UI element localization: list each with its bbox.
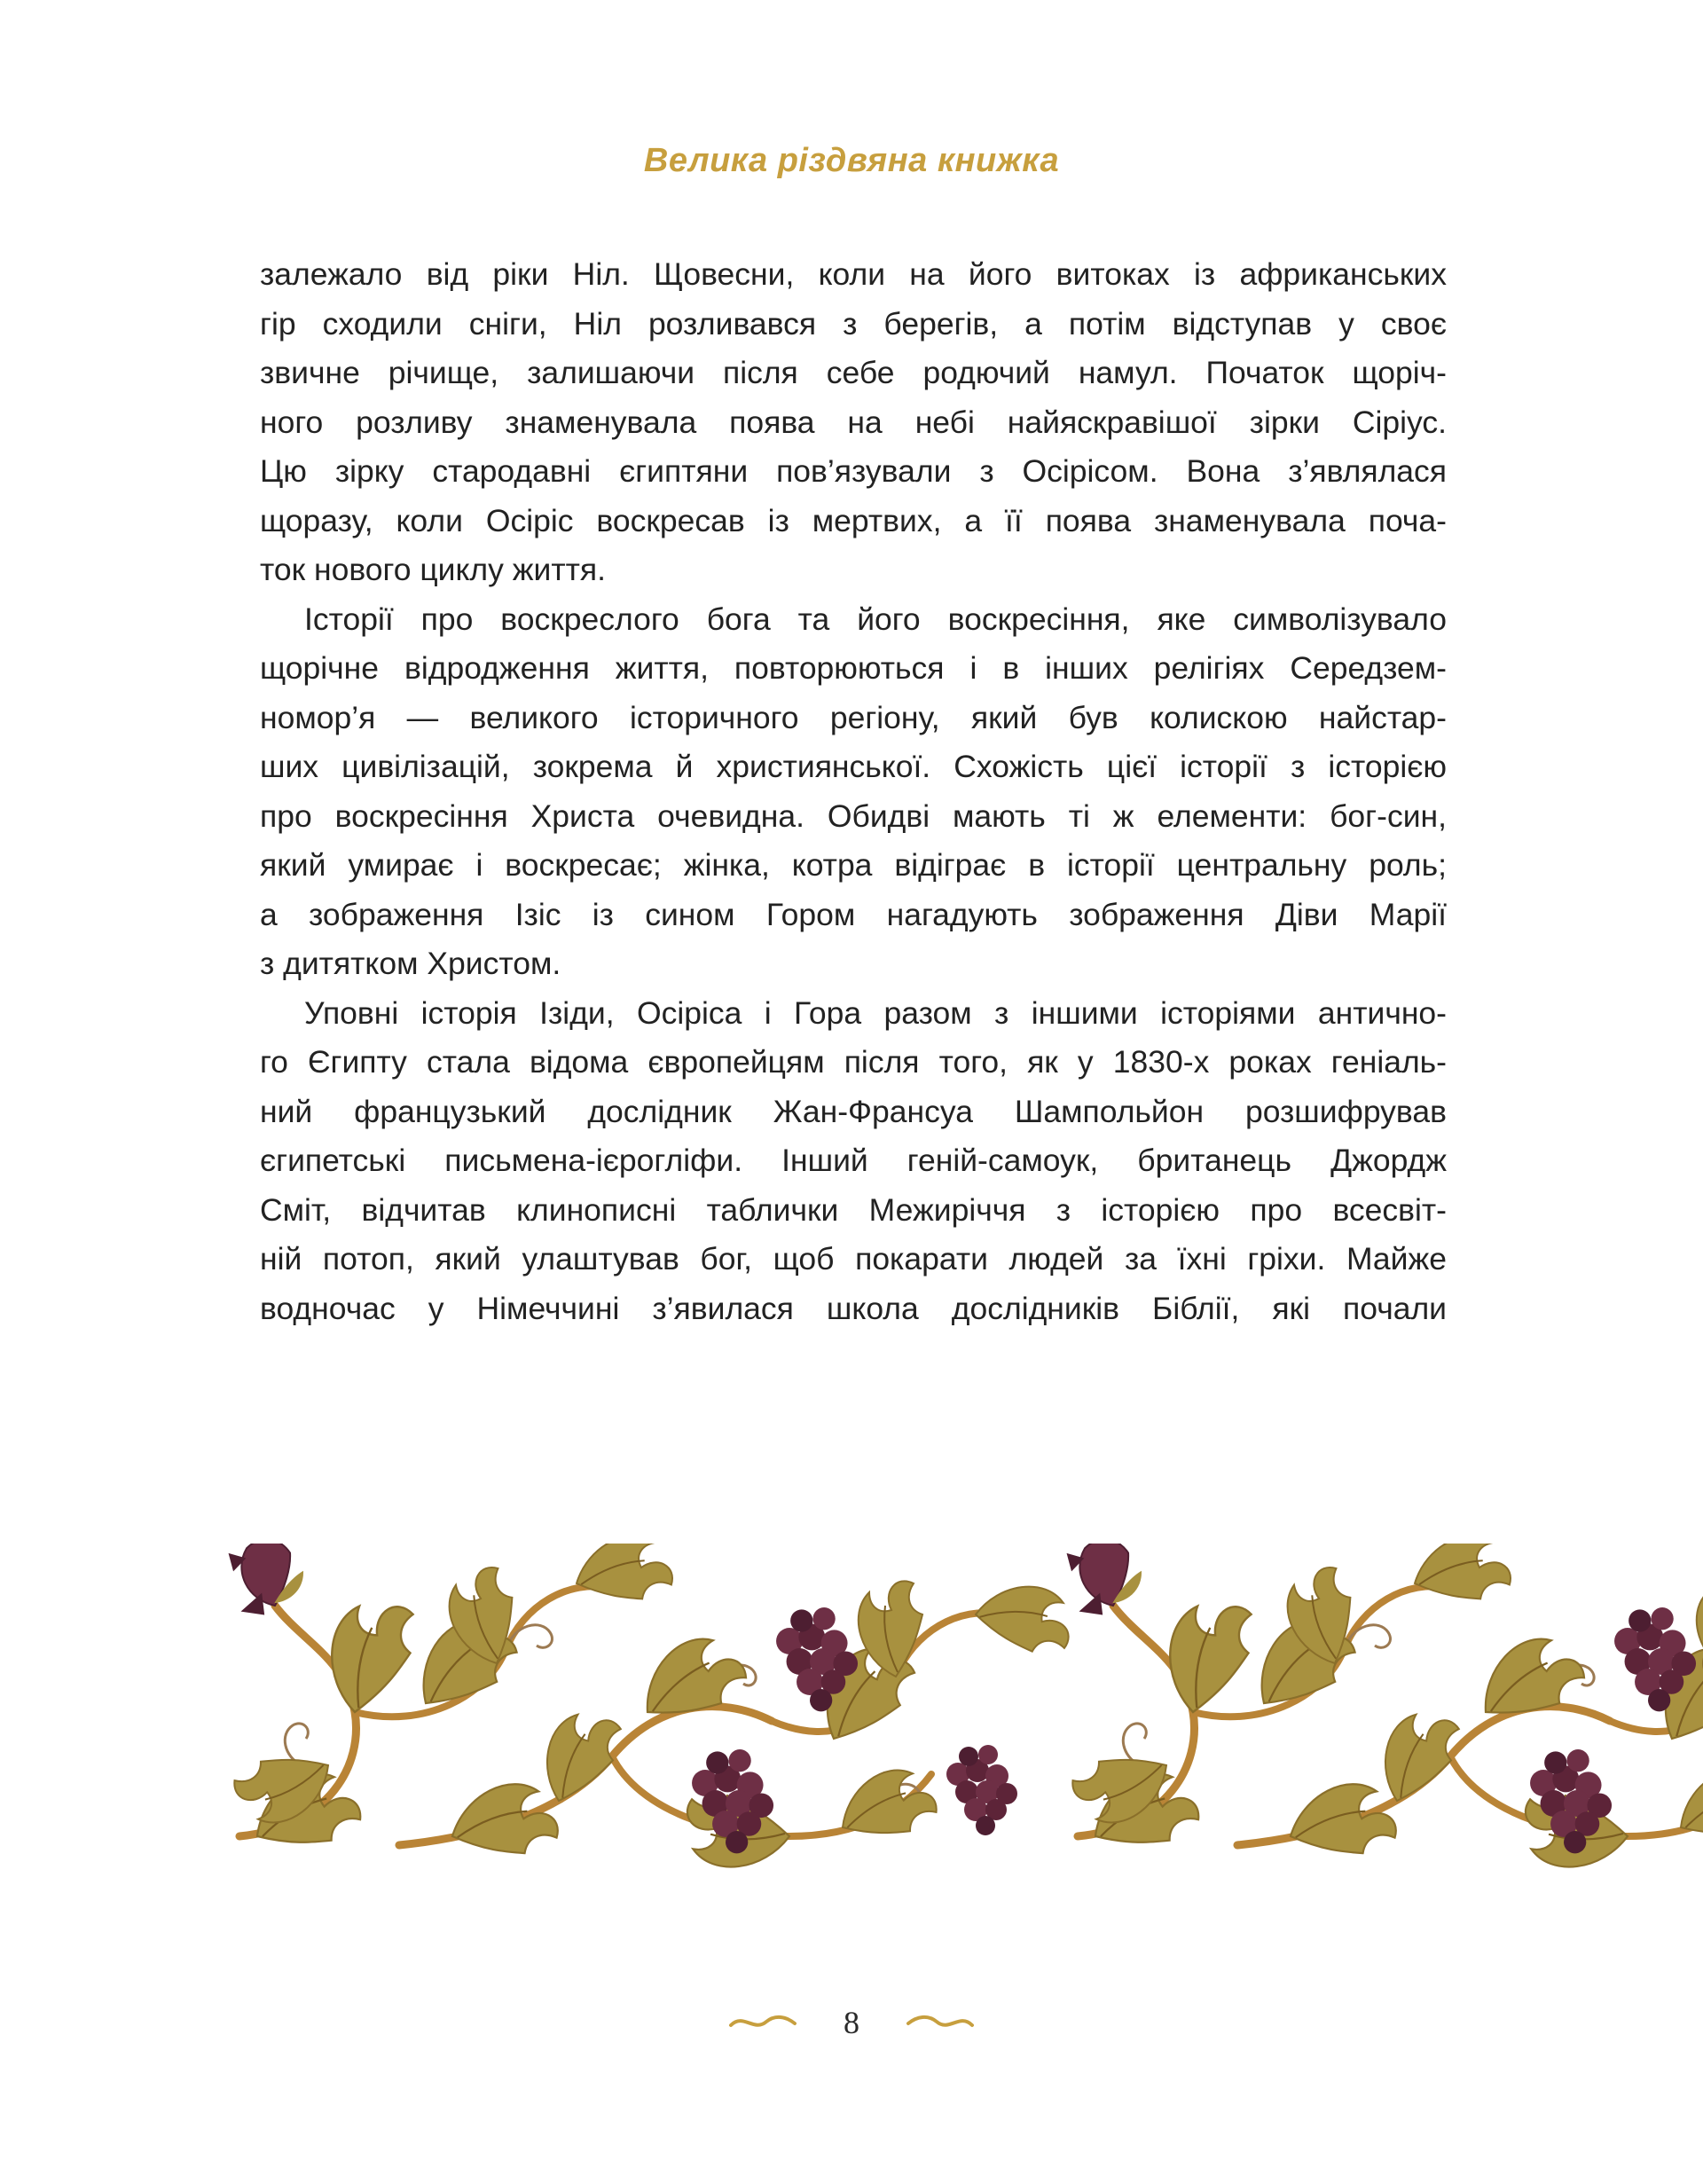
paragraph-3 xyxy=(260,989,1447,1334)
text-line: який умирає і воскресає; жінка, котра відіграє в історії центральну роль; xyxy=(260,847,1447,883)
floral-border-ornament xyxy=(0,1544,1703,1889)
body-text xyxy=(260,250,1447,1333)
text-line: ного розливу знаменувала поява на небі найяскравішої зірки Сіріус. xyxy=(260,404,1447,440)
text-line: Історії про воскреслого бога та його воскресіння, яке символізувало xyxy=(304,601,1447,637)
text-line: звичне річище, залишаючи після себе родючий намул. Початок щоріч- xyxy=(260,355,1447,390)
text-line: Уповні історія Ізіди, Осіріса і Гора разом з іншими історіями антично- xyxy=(304,994,1447,1031)
right-swash-ornament xyxy=(905,2009,976,2036)
text-line: ний французький дослідник Жан-Франсуа Шампольйон розшифрував xyxy=(260,1093,1447,1129)
text-line: Цю зірку стародавні єгиптяни пов’язували з Осірісом. Вона з’являлася xyxy=(260,453,1447,489)
text-line: єгипетські письмена-ієрогліфи. Інший геній-самоук, британець Джордж xyxy=(260,1143,1447,1178)
page-number: 8 xyxy=(844,2005,859,2040)
text-line: го Єгипту стала відома європейцям після того, як у 1830-х роках геніаль- xyxy=(260,1044,1447,1080)
text-line: ток нового циклу життя. xyxy=(260,552,606,587)
text-line: залежало від ріки Ніл. Щовесни, коли на його витоках із африканських xyxy=(260,256,1447,292)
text-line: ших цивілізацій, зокрема й християнської. Схожість цієї історії з історією xyxy=(260,749,1447,784)
running-head: Велика різдвяна книжка xyxy=(643,142,1060,179)
paragraph-2 xyxy=(260,595,1447,989)
text-line: щоразу, коли Осіріс воскресав із мертвих, а її поява знаменувала поча- xyxy=(260,502,1447,538)
paragraph-1 xyxy=(260,250,1447,595)
text-line: ній потоп, який улаштував бог, щоб покарати людей за їхні гріхи. Майже xyxy=(260,1241,1447,1277)
text-line: водночас у Німеччині з’явилася школа дослідників Біблії, які почали xyxy=(260,1290,1447,1326)
text-line: гір сходили сніги, Ніл розливався з берегів, а потім відступав у своє xyxy=(260,305,1447,342)
text-line: з дитятком Христом. xyxy=(260,946,561,981)
text-line: номор’я — великого історичного регіону, який був колискою найстар- xyxy=(260,699,1447,735)
text-line: про воскресіння Христа очевидна. Обидві мають ті ж елементи: бог-син, xyxy=(260,797,1447,834)
text-line: щорічне відродження життя, повторюються і в інших релігіях Середзем- xyxy=(260,650,1447,686)
page-footer xyxy=(0,2000,1703,2054)
text-line: а зображення Ізіс із сином Гором нагадують зображення Діви Марії xyxy=(260,896,1447,932)
text-line: Сміт, відчитав клинописні таблички Межиріччя з історією про всесвіт- xyxy=(260,1191,1447,1228)
